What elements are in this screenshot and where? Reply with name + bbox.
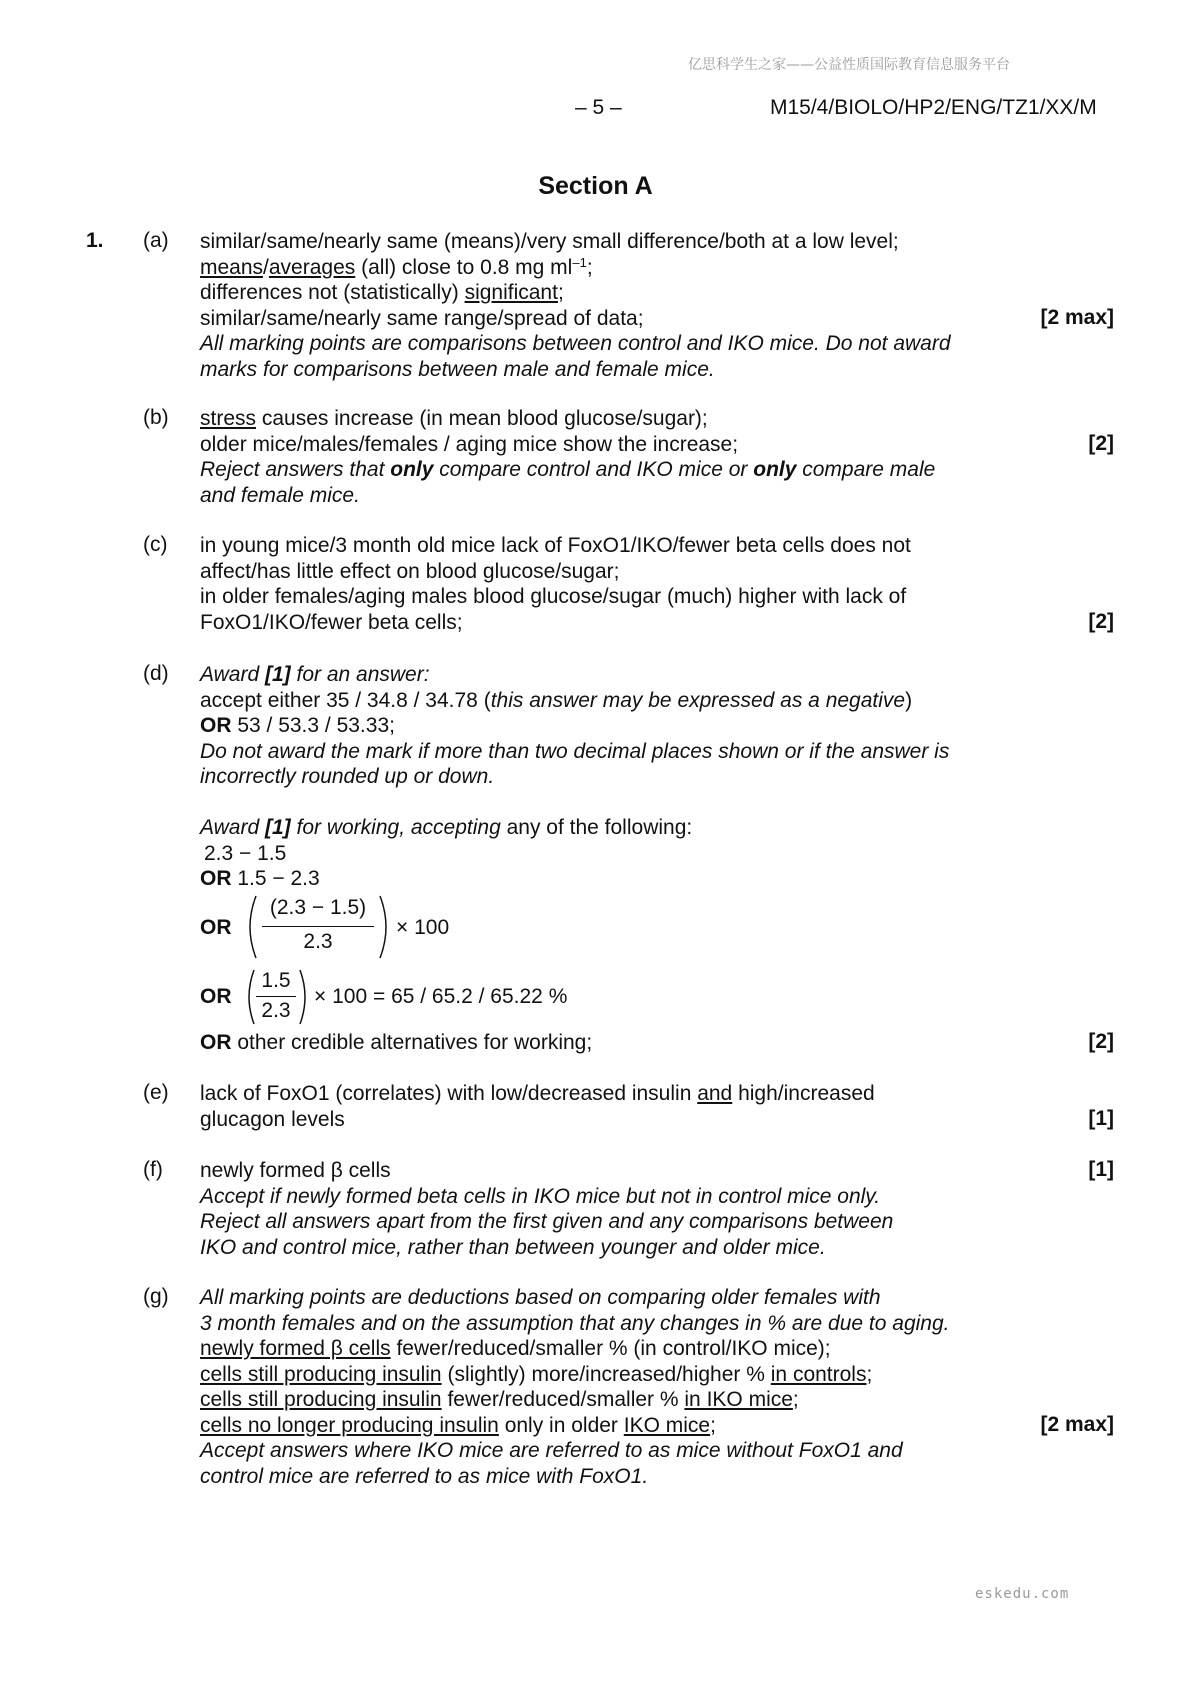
part-label: (b) xyxy=(143,406,169,429)
text-line: Accept answers where IKO mice are referred to as mice without FoxO1 and xyxy=(200,1439,903,1462)
right-paren xyxy=(296,968,312,1026)
mark-allocation: [2 max] xyxy=(1040,1413,1114,1436)
document-code: M15/4/BIOLO/HP2/ENG/TZ1/XX/M xyxy=(770,96,1097,119)
numerator: 1.5 xyxy=(261,969,291,992)
part-label: (e) xyxy=(143,1081,169,1104)
top-watermark: 亿思科学生之家——公益性质国际教育信息服务平台 xyxy=(688,57,1010,73)
part-label: (c) xyxy=(143,533,168,556)
text-line: and female mice. xyxy=(200,483,360,507)
part-label: (d) xyxy=(143,662,169,685)
text-line: Reject answers that only compare control and IKO mice or only compare male xyxy=(200,458,936,481)
numerator: (2.3 − 1.5) xyxy=(269,896,367,919)
part-d-working-end xyxy=(200,1030,1020,1056)
text-line: similar/same/nearly same (means)/very small difference/both at a low level; xyxy=(200,230,899,253)
denominator: 2.3 xyxy=(303,930,333,953)
text-line: Award [1] for working, accepting any of the following: xyxy=(200,816,693,839)
part-label: (g) xyxy=(143,1285,169,1308)
page-number: – 5 – xyxy=(575,96,622,119)
text-line: lack of FoxO1 (correlates) with low/decreased insulin and high/increased xyxy=(200,1082,875,1105)
text-line: Do not award the mark if more than two decimal places shown or if the answer is xyxy=(200,739,950,763)
text-line: cells no longer producing insulin only in older IKO mice; xyxy=(200,1413,716,1437)
text-line: cells still producing insulin (slightly) more/increased/higher % in controls; xyxy=(200,1362,873,1386)
text-line: OR other credible alternatives for working; xyxy=(200,1031,593,1054)
text-line: in young mice/3 month old mice lack of FoxO1/IKO/fewer beta cells does not xyxy=(200,534,911,557)
part-c-text xyxy=(200,533,1020,635)
text-line: Accept if newly formed beta cells in IKO mice but not in control mice only. xyxy=(200,1184,881,1208)
math-line: OR 1.5 − 2.3 xyxy=(200,867,320,890)
right-paren xyxy=(376,894,394,960)
mark-allocation: [1] xyxy=(1088,1158,1114,1181)
text-line: means/averages (all) close to 0.8 mg $ml^{-1}$; xyxy=(200,254,593,279)
bottom-watermark: eskedu.com xyxy=(975,1586,1070,1602)
text-line: cells still producing insulin fewer/reduced/smaller % in IKO mice; xyxy=(200,1388,799,1411)
text-line: affect/has little effect on blood glucose/sugar; xyxy=(200,559,620,583)
mark-allocation: [1] xyxy=(1088,1107,1114,1130)
text-line: IKO and control mice, rather than between younger and older mice. xyxy=(200,1235,826,1259)
part-label: (f) xyxy=(143,1158,163,1181)
mark-allocation: [2] xyxy=(1088,610,1114,633)
text-line: similar/same/nearly same range/spread of data; xyxy=(200,306,644,330)
text-line: OR 53 / 53.3 / 53.33; xyxy=(200,714,395,737)
text-line: FoxO1/IKO/fewer beta cells; xyxy=(200,610,463,634)
section-title: Section A xyxy=(538,172,653,200)
text-line: in older females/aging males blood glucose/sugar (much) higher with lack of xyxy=(200,585,907,608)
fraction-bar xyxy=(256,996,296,997)
question-number: 1. xyxy=(86,229,104,252)
part-label: (a) xyxy=(143,229,169,252)
mark-allocation: [2] xyxy=(1088,1030,1114,1053)
part-b-text xyxy=(200,406,1020,508)
denominator: 2.3 xyxy=(261,999,291,1022)
text-line: newly formed β cells fewer/reduced/smaller % (in control/IKO mice); xyxy=(200,1337,831,1360)
text-line: newly formed β cells xyxy=(200,1159,391,1182)
mark-allocation: [2] xyxy=(1088,432,1114,455)
fraction-bar xyxy=(262,926,374,927)
multiplier: × 100 xyxy=(396,916,450,939)
text-line: Award [1] for an answer: xyxy=(200,663,430,686)
part-e-text xyxy=(200,1081,1020,1132)
text-line: glucagon levels xyxy=(200,1107,345,1131)
text-line: differences not (statistically) significant; xyxy=(200,281,564,304)
part-f-text xyxy=(200,1158,1020,1260)
fraction-expression-1 xyxy=(200,894,600,960)
fraction-expression-2 xyxy=(200,968,700,1026)
text-line: 3 month females and on the assumption that any changes in % are due to aging. xyxy=(200,1311,950,1335)
text-line: stress causes increase (in mean blood glucose/sugar); xyxy=(200,407,708,430)
part-d-text xyxy=(200,662,1020,790)
or-label: OR xyxy=(200,916,232,939)
mark-allocation: [2 max] xyxy=(1040,306,1114,329)
text-line: older mice/males/females / aging mice show the increase; xyxy=(200,432,739,456)
text-line: control mice are referred to as mice with FoxO1. xyxy=(200,1464,649,1488)
math-line: 2.3 − 1.5 xyxy=(204,841,287,865)
or-label: OR xyxy=(200,985,232,1008)
part-a-text xyxy=(200,229,1020,382)
text-line: All marking points are deductions based on comparing older females with xyxy=(200,1286,881,1309)
text-line: incorrectly rounded up or down. xyxy=(200,765,495,788)
text-line: All marking points are comparisons between control and IKO mice. Do not award xyxy=(200,332,951,355)
part-d-working xyxy=(200,815,1020,892)
text-line: accept either 35 / 34.8 / 34.78 (this answer may be expressed as a negative) xyxy=(200,688,913,712)
text-line: marks for comparisons between male and female mice. xyxy=(200,357,715,381)
text-line: Reject all answers apart from the first given and any comparisons between xyxy=(200,1210,894,1233)
result-expression: × 100 = 65 / 65.2 / 65.22 % xyxy=(314,985,568,1008)
part-g-text xyxy=(200,1285,1020,1489)
